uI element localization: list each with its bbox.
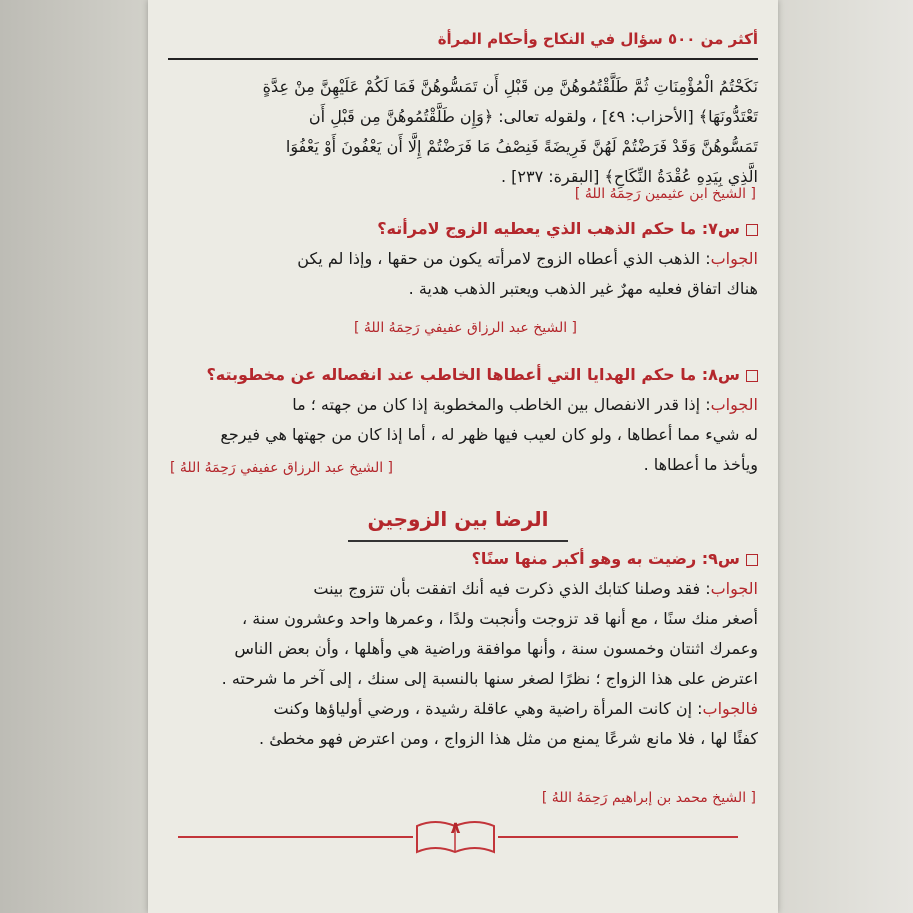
section-divider bbox=[348, 540, 568, 542]
running-header: أكثر من ٥٠٠ سؤال في النكاح وأحكام المرأة bbox=[437, 30, 758, 48]
attribution: [ الشيخ عبد الرزاق عفيفي رَحِمَهُ اللهُ ] bbox=[354, 320, 578, 336]
verse-line: تَمَسُّوهُنَّ وَقَدْ فَرَضْتُمْ لَهُنَّ فَرِيضَةً فَنِصْفُ مَا فَرَضْتُمْ إِلَّا أَن يَعْفُونَ أَوْ يَعْفُوَا bbox=[285, 137, 758, 156]
footer-divider-left bbox=[178, 836, 413, 838]
answer-line: الجواب: إذا قدر الانفصال بين الخاطب والمخطوبة إذا كان من جهته ؛ ما bbox=[292, 395, 758, 414]
verse-line: الَّذِي بِيَدِهِ عُقْدَةُ النِّكَاحِ﴾ [البقرة: ٢٣٧] . bbox=[500, 167, 758, 186]
footer-divider-right bbox=[498, 836, 738, 838]
background-left bbox=[0, 0, 150, 913]
attribution: [ الشيخ محمد بن إبراهيم رَحِمَهُ اللهُ ] bbox=[541, 790, 756, 806]
answer-line: وعمرك اثنتان وخمسون سنة ، وأنها موافقة وراضية هي وأهلها ، وأن بعض الناس bbox=[234, 639, 758, 658]
answer-line: ويأخذ ما أعطاها . bbox=[643, 455, 758, 474]
verse-line: نَكَحْتُمُ الْمُؤْمِنَاتِ ثُمَّ طَلَّقْتُمُوهُنَّ مِن قَبْلِ أَن تَمَسُّوهُنَّ فَمَا لَكُمْ عَلَيْهِنَّ مِنْ عِدَّةٍ bbox=[262, 77, 758, 96]
book-page bbox=[148, 0, 778, 913]
answer-label: الجواب bbox=[710, 579, 758, 598]
attribution: [ الشيخ ابن عثيمين رَحِمَهُ اللهُ ] bbox=[574, 186, 756, 202]
answer-line: أصغر منك سنًا ، مع أنها قد تزوجت وأنجبت ولدًا ، وعمرها واحد وعشرون سنة ، bbox=[242, 609, 758, 628]
header-divider bbox=[168, 58, 758, 60]
verse-block bbox=[176, 72, 758, 192]
answer-line: كفئًا لها ، فلا مانع شرعًا يمنع من مثل هذا الزواج ، ومن اعترض فهو مخطئ . bbox=[259, 729, 758, 748]
answer-label: الجواب bbox=[710, 249, 758, 268]
question-7 bbox=[176, 214, 758, 304]
question-text: س٩: رضيت به وهو أكبر منها سنًا؟ bbox=[176, 544, 758, 574]
answer-label: فالجواب bbox=[702, 699, 758, 718]
attribution: [ الشيخ عبد الرزاق عفيفي رَحِمَهُ اللهُ ] bbox=[170, 460, 394, 476]
background-right bbox=[773, 0, 913, 913]
checkbox-icon bbox=[746, 554, 758, 566]
question-9 bbox=[176, 544, 758, 754]
page-number: ٨ bbox=[450, 818, 461, 837]
question-text: س٧: ما حكم الذهب الذي يعطيه الزوج لامرأته؟ bbox=[176, 214, 758, 244]
answer-line: الجواب: الذهب الذي أعطاه الزوج لامرأته يكون من حقها ، وإذا لم يكن bbox=[297, 249, 758, 268]
answer-line: له شيء مما أعطاها ، ولو كان لعيب فيها ظهر له ، أما إذا كان من جهتها هي فيرجع bbox=[220, 425, 758, 444]
checkbox-icon bbox=[746, 370, 758, 382]
answer-line: اعترض على هذا الزواج ؛ نظرًا لصغر سنها بالنسبة إلى سنك ، إلى آخر ما شرحته . bbox=[221, 669, 758, 688]
question-text: س٨: ما حكم الهدايا التي أعطاها الخاطب عند انفصاله عن مخطوبته؟ bbox=[176, 360, 758, 390]
section-title: الرضا بين الزوجين bbox=[367, 507, 549, 531]
verse-line: تَعْتَدُّونَهَا﴾ [الأحزاب: ٤٩] ، ولقوله تعالى: ﴿وَإِن طَلَّقْتُمُوهُنَّ مِن قَبْلِ أَن bbox=[308, 107, 758, 126]
checkbox-icon bbox=[746, 224, 758, 236]
answer-label: الجواب bbox=[710, 395, 758, 414]
answer-line: هناك اتفاق فعليه مهرٌ غير الذهب ويعتبر الذهب هدية . bbox=[408, 279, 758, 298]
answer-line: الجواب: فقد وصلنا كتابك الذي ذكرت فيه أنك اتفقت بأن تتزوج بينت bbox=[313, 579, 758, 598]
answer-line: فالجواب: إن كانت المرأة راضية وهي عاقلة رشيدة ، ورضي أولياؤها وكنت bbox=[273, 699, 758, 718]
